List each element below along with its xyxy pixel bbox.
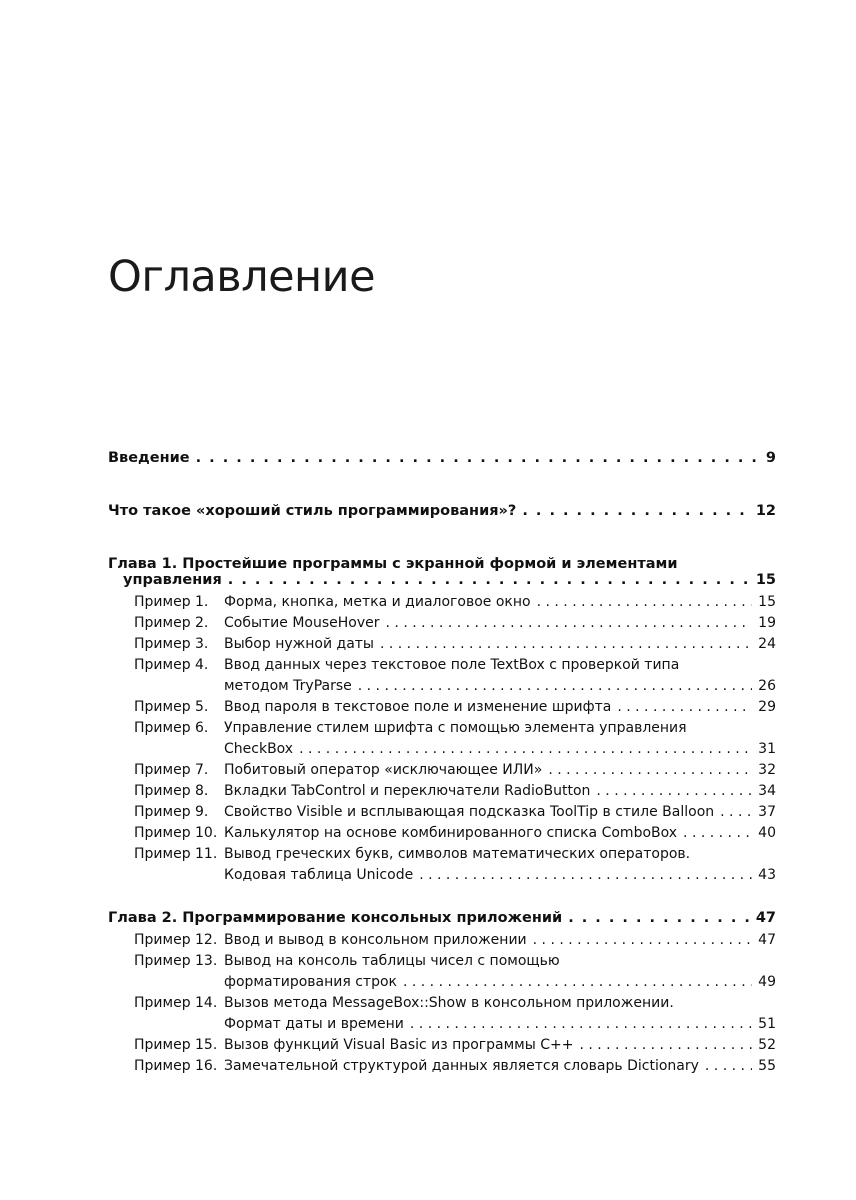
example-page: 37	[758, 804, 776, 820]
toc-example[interactable]	[134, 697, 776, 718]
example-title: Форма, кнопка, метка и диалоговое окно	[224, 594, 531, 610]
example-page: 19	[758, 615, 776, 631]
dot-leader	[596, 781, 752, 802]
example-title: Вызов функций Visual Basic из программы C++	[224, 1037, 574, 1053]
example-label: Пример 12.	[134, 932, 218, 948]
example-page: 55	[758, 1058, 776, 1074]
example-title: Ввод пароля в текстовое поле и изменение шрифта	[224, 699, 612, 715]
example-label: Пример 1.	[134, 594, 209, 610]
toc-entry-chapter-1[interactable]	[108, 556, 776, 588]
example-title-line1: Вывод греческих букв, символов математических операторов.	[224, 846, 691, 862]
example-title-line1: Управление стилем шрифта с помощью элемента управления	[224, 720, 687, 736]
toc-entry-intro[interactable]	[108, 450, 776, 466]
dot-leader	[579, 1035, 752, 1056]
dot-leader	[358, 676, 752, 697]
example-label: Пример 10.	[134, 825, 218, 841]
example-title: Ввод и вывод в консольном приложении	[224, 932, 527, 948]
chapter-1-examples	[108, 592, 776, 886]
example-page: 15	[758, 594, 776, 610]
example-page: 52	[758, 1037, 776, 1053]
example-title: Калькулятор на основе комбинированного списка ComboBox	[224, 825, 678, 841]
dot-leader	[410, 1014, 752, 1035]
toc-example[interactable]	[134, 930, 776, 951]
example-title: методом TryParse	[224, 678, 352, 694]
dot-leader	[196, 450, 756, 466]
example-title-line1: Вызов метода MessageBox::Show в консольном приложении.	[224, 995, 674, 1011]
chapter-2-examples	[108, 930, 776, 1077]
dot-leader	[522, 503, 749, 519]
toc-entry-chapter-2[interactable]	[108, 910, 776, 926]
toc-example[interactable]	[134, 592, 776, 613]
toc-entry-page: 15	[755, 572, 776, 588]
toc-example[interactable]	[134, 993, 776, 1035]
example-title: форматирования строк	[224, 974, 397, 990]
dot-leader	[683, 823, 752, 844]
example-page: 31	[758, 741, 776, 757]
example-page: 49	[758, 974, 776, 990]
toc-example[interactable]	[134, 781, 776, 802]
toc-entry-style[interactable]	[108, 503, 776, 519]
toc-example[interactable]	[134, 634, 776, 655]
example-page: 47	[758, 932, 776, 948]
dot-leader	[380, 634, 752, 655]
example-page: 24	[758, 636, 776, 652]
table-of-contents	[108, 450, 776, 1101]
example-page: 34	[758, 783, 776, 799]
example-title: Вкладки TabControl и переключатели RadioButton	[224, 783, 591, 799]
toc-entry-page: 47	[755, 910, 776, 926]
example-label: Пример 7.	[134, 762, 209, 778]
example-page: 43	[758, 867, 776, 883]
toc-example[interactable]	[134, 1056, 776, 1077]
toc-example[interactable]	[134, 844, 776, 886]
example-label: Пример 8.	[134, 783, 209, 799]
chapter-title-line2: управления	[123, 572, 222, 588]
page-title: Оглавление	[108, 252, 376, 302]
toc-entry-page: 9	[765, 450, 776, 466]
dot-leader	[386, 613, 752, 634]
toc-example[interactable]	[134, 951, 776, 993]
toc-example[interactable]	[134, 823, 776, 844]
example-page: 32	[758, 762, 776, 778]
example-title: Замечательной структурой данных является словарь Dictionary	[224, 1058, 699, 1074]
dot-leader	[568, 910, 750, 926]
example-title-line1: Ввод данных через текстовое поле TextBox с проверкой типа	[224, 657, 680, 673]
toc-entry-page: 12	[755, 503, 776, 519]
example-title: Формат даты и времени	[224, 1016, 404, 1032]
example-title-line1: Вывод на консоль таблицы чисел с помощью	[224, 953, 560, 969]
example-label: Пример 9.	[134, 804, 209, 820]
toc-entry-label: Введение	[108, 450, 190, 466]
dot-leader	[720, 802, 752, 823]
dot-leader	[228, 572, 750, 588]
example-title: Событие MouseHover	[224, 615, 380, 631]
dot-leader	[533, 930, 752, 951]
example-label: Пример 16.	[134, 1058, 218, 1074]
dot-leader	[419, 865, 752, 886]
dot-leader	[537, 592, 752, 613]
example-label: Пример 13.	[134, 953, 218, 969]
example-label: Пример 11.	[134, 846, 218, 862]
toc-example[interactable]	[134, 760, 776, 781]
example-title: Свойство Visible и всплывающая подсказка ToolTip в стиле Balloon	[224, 804, 715, 820]
dot-leader	[403, 972, 752, 993]
example-title: Побитовый оператор «исключающее ИЛИ»	[224, 762, 543, 778]
example-label: Пример 5.	[134, 699, 209, 715]
toc-example[interactable]	[134, 613, 776, 634]
example-title: Кодовая таблица Unicode	[224, 867, 414, 883]
example-label: Пример 2.	[134, 615, 209, 631]
example-title: Выбор нужной даты	[224, 636, 374, 652]
toc-example[interactable]	[134, 802, 776, 823]
chapter-title-line1: Глава 1. Простейшие программы с экранной формой и элементами	[108, 556, 678, 572]
example-label: Пример 6.	[134, 720, 209, 736]
example-label: Пример 15.	[134, 1037, 218, 1053]
toc-example[interactable]	[134, 655, 776, 697]
toc-entry-label: Глава 2. Программирование консольных приложений	[108, 910, 563, 926]
example-page: 40	[758, 825, 776, 841]
dot-leader	[548, 760, 752, 781]
dot-leader	[617, 697, 752, 718]
example-label: Пример 3.	[134, 636, 209, 652]
dot-leader	[705, 1056, 752, 1077]
example-page: 51	[758, 1016, 776, 1032]
toc-example[interactable]	[134, 718, 776, 760]
toc-entry-label: Что такое «хороший стиль программирования»?	[108, 503, 517, 519]
example-label: Пример 4.	[134, 657, 209, 673]
dot-leader	[299, 739, 752, 760]
example-title: CheckBox	[224, 741, 294, 757]
example-label: Пример 14.	[134, 995, 218, 1011]
example-page: 29	[758, 699, 776, 715]
toc-example[interactable]	[134, 1035, 776, 1056]
example-page: 26	[758, 678, 776, 694]
